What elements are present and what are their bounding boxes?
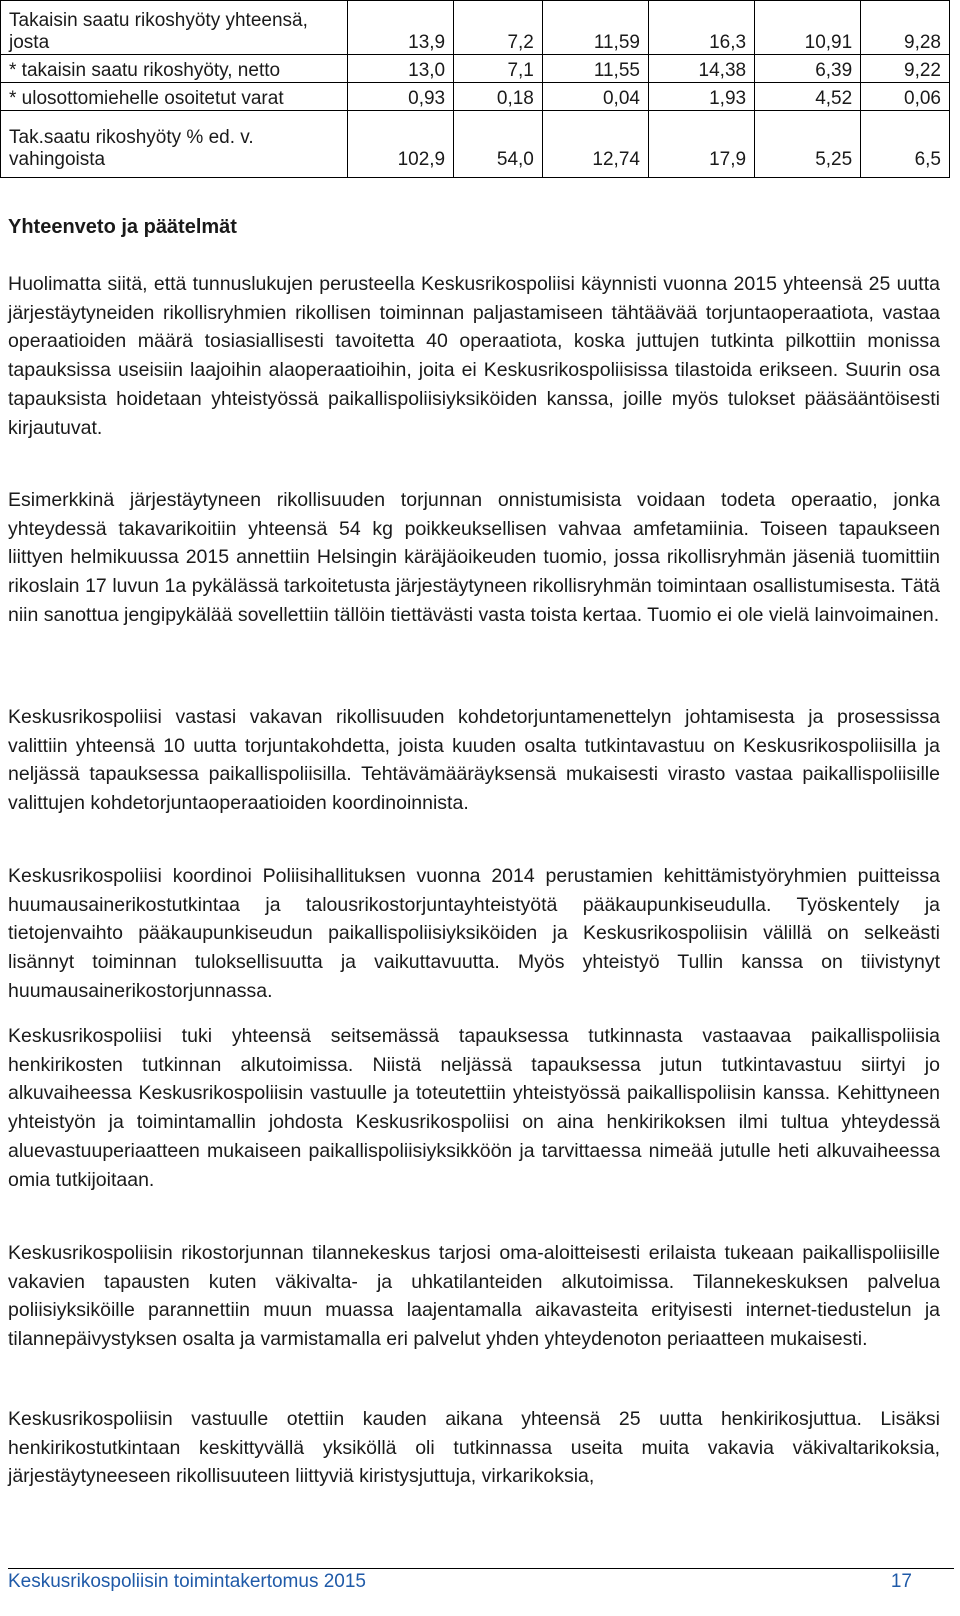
table-cell: 102,9 <box>348 111 454 178</box>
paragraph: Keskusrikospoliisi koordinoi Poliisihallituksen vuonna 2014 perustamien kehittämistyöryhmien puitteissa huumausainerikostutkintaa ja talousrikostorjuntayhteistyötä pääkaupunkiseudulla. Työskentely ja tietojenvaihto pääkaupunkiseudun paikallispoliisiyksiköiden ja Keskusrikospoliisin välillä on selkeästi lisännyt toiminnan tuloksellisuutta ja vaikuttavuutta. Myös yhteistyö Tullin kanssa on tiivistynyt huumausainerikostorjunnassa. <box>8 865 940 1002</box>
table-cell: 10,91 <box>755 1 861 55</box>
page-number: 17 <box>890 1571 912 1592</box>
table-cell: 54,0 <box>454 111 543 178</box>
table-cell: 13,9 <box>348 1 454 55</box>
table-cell: 6,39 <box>755 55 861 83</box>
table-row <box>1 1 950 55</box>
table-cell: 0,93 <box>348 83 454 111</box>
row-label: Takaisin saatu rikoshyöty yhteensä, josta <box>1 1 348 55</box>
row-label: * takaisin saatu rikoshyöty, netto <box>1 55 348 83</box>
paragraph: Keskusrikospoliisin rikostorjunnan tilannekeskus tarjosi oma-aloitteisesti erilaista tukeaan paikallispoliisille vakavien tapausten kuten väkivalta- ja uhkatilanteiden alkutoimissa. Tilannekeskuksen palvelua poliisiyksiköille parannettiin muun muassa laajentamalla aikavasteita erityisesti internet-tiedustelun ja tilannepäivystyksen osalta ja varmistamalla eri palvelut yhden yhteydenoton periaatteen mukaisesti. <box>8 1242 940 1351</box>
table-cell: 7,1 <box>454 55 543 83</box>
table-cell: 13,0 <box>348 55 454 83</box>
table-cell: 11,55 <box>542 55 648 83</box>
paragraph: Keskusrikospoliisin vastuulle otettiin kauden aikana yhteensä 25 uutta henkirikosjuttua. Lisäksi henkirikostutkintaan keskittyvällä yksiköllä oli tutkinnassa useita muita vakavia väkivaltarikoksia, järjestäytyneeseen rikollisuuteen liittyviä kiristysjuttuja, virkarikoksia, <box>8 1408 940 1488</box>
row-label: * ulosottomiehelle osoitetut varat <box>1 83 348 111</box>
table-cell: 0,06 <box>861 83 950 111</box>
table-cell: 9,28 <box>861 1 950 55</box>
table-cell: 0,18 <box>454 83 543 111</box>
paragraph: Huolimatta siitä, että tunnuslukujen perusteella Keskusrikospoliisi käynnisti vuonna 2015 yhteensä 25 uutta järjestäytyneiden rikollisryhmien rikollisen toiminnan paljastamiseen tähtäävää torjuntaoperaatiota, vastaa operaatioiden määrä tosiasiallisesti tavoitetta 40 operaatiota, koska juttujen tutkinta pilkottiin monissa tapauksissa useisiin laajoihin alaoperaatioihin, joita ei Keskusrikospoliisissa tilastoida erikseen. Suurin osa tapauksista hoidetaan yhteistyössä paikallispoliisiyksiköiden kanssa, joille myös tulokset pääsääntöisesti kirjautuvat. <box>8 273 940 439</box>
table-cell: 14,38 <box>648 55 754 83</box>
table-row <box>1 111 950 178</box>
table-cell: 4,52 <box>755 83 861 111</box>
row-label: Tak.saatu rikoshyöty % ed. v. vahingoista <box>1 111 348 178</box>
table-cell: 11,59 <box>542 1 648 55</box>
table-cell: 12,74 <box>542 111 648 178</box>
table-cell: 9,22 <box>861 55 950 83</box>
table-cell: 17,9 <box>648 111 754 178</box>
paragraph: Keskusrikospoliisi vastasi vakavan rikollisuuden kohdetorjuntamenettelyn johtamisesta ja prosessissa valittiin yhteensä 10 uutta torjuntakohdetta, joista kuuden osalta tutkintavastuu on Keskusrikospoliisilla ja neljässä tapauksessa paikallispoliisilla. Tehtävämääräyksensä mukaisesti virasto vastaa paikallispoliisille valittujen kohdetorjuntaoperaatioiden koordinoinnista. <box>8 706 940 815</box>
table-cell: 6,5 <box>861 111 950 178</box>
footer-divider <box>8 1568 954 1569</box>
statistics-table <box>0 0 950 178</box>
table-cell: 0,04 <box>542 83 648 111</box>
table-cell: 7,2 <box>454 1 543 55</box>
section-heading: Yhteenveto ja päätelmät <box>8 216 237 238</box>
paragraph: Keskusrikospoliisi tuki yhteensä seitsemässä tapauksessa tutkinnasta vastaavaa paikallispoliisia henkirikosten tutkinnan alkutoimissa. Niistä neljässä tapauksessa jutun tutkintavastuu siirtyi jo alkuvaiheessa Keskusrikospoliisin vastuulle ja toteutettiin yhteistyössä paikallispoliisin kanssa. Kehittyneen yhteistyön ja toimintamallin johdosta Keskusrikospoliisi on aina henkirikoksen ilmi tultua yhteydessä aluevastuuperiaatteen mukaiseen paikallispoliisiyksikköön ja tarvittaessa nimeää jutulle heti alkuvaiheessa omia tutkijoitaan. <box>8 1025 940 1191</box>
paragraph: Esimerkkinä järjestäytyneen rikollisuuden torjunnan onnistumisista voidaan todeta operaatio, jonka yhteydessä takavarikoitiin yhteensä 54 kg poikkeuksellisen vahvaa amfetamiinia. Toiseen tapaukseen liittyen helmikuussa 2015 annettiin Helsingin käräjäoikeuden tuomio, jossa rikollisryhmän jäseniä tuomittiin rikoslain 17 luvun 1a pykälässä tarkoitetusta järjestäytyneen rikollisryhmän toimintaan osallistumisesta. Tätä niin sanottua jengipykälää sovellettiin tällöin tiettävästi vasta toista kertaa. Tuomio ei ole vielä lainvoimainen. <box>8 489 940 626</box>
table-cell: 1,93 <box>648 83 754 111</box>
table-cell: 16,3 <box>648 1 754 55</box>
footer-title: Keskusrikospoliisin toimintakertomus 2015 <box>8 1571 366 1592</box>
table-row <box>1 83 950 111</box>
table-cell: 5,25 <box>755 111 861 178</box>
table-row <box>1 55 950 83</box>
